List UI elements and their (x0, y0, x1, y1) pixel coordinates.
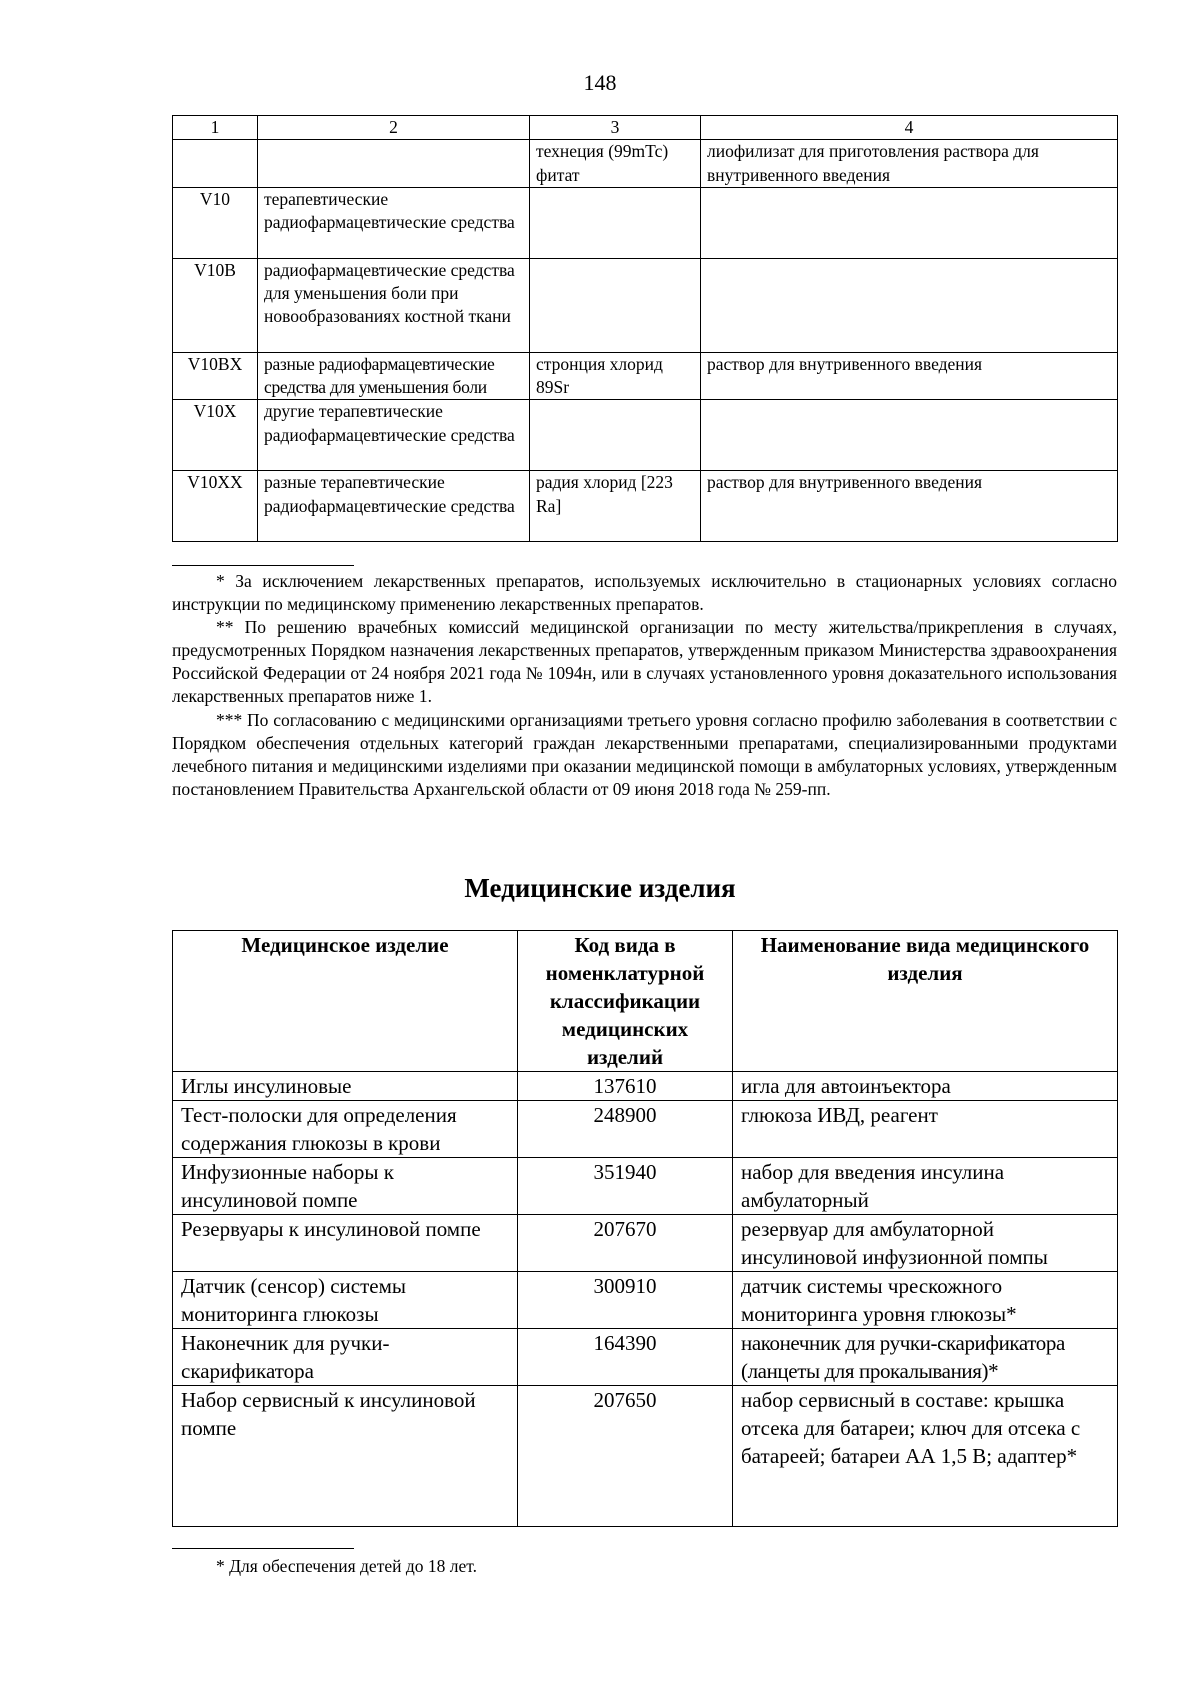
table-row (173, 1386, 1118, 1527)
group-name: терапевтические радиофармацевтические средства (258, 187, 530, 258)
device-kind: датчик системы чрескожного мониторинга уровня глюкозы* (733, 1272, 1118, 1329)
device-code: 207650 (518, 1386, 733, 1527)
group-name: разные терапевтические радиофармацевтические средства (258, 471, 530, 542)
table-row (173, 1072, 1118, 1101)
device-code: 207670 (518, 1215, 733, 1272)
device-code: 248900 (518, 1101, 733, 1158)
footnotes (172, 570, 1117, 801)
dosage-form: лиофилизат для приготовления раствора для внутривенного введения (701, 140, 1118, 188)
footnote-divider (172, 1548, 354, 1549)
group-name: разные радиофармацевтические средства для уменьшения боли (258, 352, 530, 400)
group-name: радиофармацевтические средства для уменьшения боли при новообразованиях костной ткани (258, 258, 530, 352)
atc-code: V10XX (173, 471, 258, 542)
table-row (173, 1215, 1118, 1272)
substance-name: радия хлорид [223 Ra] (530, 471, 701, 542)
column-header: Код вида в номенклатурной классификации медицинских изделий (518, 931, 733, 1072)
column-header: 4 (701, 116, 1118, 140)
device-kind: набор сервисный в составе: крышка отсека для батареи; ключ для отсека с батареей; батареи АА 1,5 В; адаптер* (733, 1386, 1118, 1527)
column-header: 1 (173, 116, 258, 140)
footnote: * Для обеспечения детей до 18 лет. (216, 1556, 477, 1576)
device-name: Резервуары к инсулиновой помпе (173, 1215, 518, 1272)
dosage-form: раствор для внутривенного введения (701, 352, 1118, 400)
substance-name (530, 400, 701, 471)
dosage-form: раствор для внутривенного введения (701, 471, 1118, 542)
device-kind: наконечник для ручки-скарификатора (ланцеты для прокалывания)* (733, 1329, 1118, 1386)
device-name: Инфузионные наборы к инсулиновой помпе (173, 1158, 518, 1215)
device-name: Датчик (сенсор) системы мониторинга глюкозы (173, 1272, 518, 1329)
dosage-form (701, 400, 1118, 471)
footnote: * За исключением лекарственных препаратов, используемых исключительно в стационарных условиях согласно инструкции по медицинскому применению лекарственных препаратов. (172, 571, 1117, 615)
table-row (173, 1101, 1118, 1158)
device-kind: игла для автоинъектора (733, 1072, 1118, 1101)
table-row (173, 140, 1118, 188)
atc-code: V10 (173, 187, 258, 258)
atc-code: V10BX (173, 352, 258, 400)
table-header-row (173, 931, 1118, 1072)
footnote-divider (172, 565, 354, 566)
device-name: Иглы инсулиновые (173, 1072, 518, 1101)
column-header: 2 (258, 116, 530, 140)
group-name (258, 140, 530, 188)
medical-devices-table (172, 930, 1118, 1527)
substance-name (530, 187, 701, 258)
footnote: *** По согласованию с медицинскими организациями третьего уровня согласно профилю заболевания в соответствии с Порядком обеспечения отдельных категорий граждан лекарственными препаратами, специализированными продуктами лечебного питания и медицинскими изделиями при оказании медицинской помощи в амбулаторных условиях, утвержденным постановлением Правительства Архангельской области от 09 июня 2018 года № 259-пп. (172, 709, 1117, 799)
device-name: Наконечник для ручки-скарификатора (173, 1329, 518, 1386)
table-row (173, 400, 1118, 471)
table-row (173, 1158, 1118, 1215)
device-code: 137610 (518, 1072, 733, 1101)
device-name: Набор сервисный к инсулиновой помпе (173, 1386, 518, 1527)
column-header: Наименование вида медицинского изделия (733, 931, 1118, 1072)
substance-name: технеция (99mTc) фитат (530, 140, 701, 188)
device-code: 300910 (518, 1272, 733, 1329)
section-title: Медицинские изделия (464, 873, 736, 903)
table-row (173, 352, 1118, 400)
table-header-row (173, 116, 1118, 140)
drug-table (172, 115, 1118, 542)
atc-code (173, 140, 258, 188)
table-row (173, 1272, 1118, 1329)
group-name: другие терапевтические радиофармацевтические средства (258, 400, 530, 471)
device-name: Тест-полоски для определения содержания глюкозы в крови (173, 1101, 518, 1158)
dosage-form (701, 187, 1118, 258)
column-header: 3 (530, 116, 701, 140)
substance-name (530, 258, 701, 352)
atc-code: V10B (173, 258, 258, 352)
device-kind: набор для введения инсулина амбулаторный (733, 1158, 1118, 1215)
dosage-form (701, 258, 1118, 352)
substance-name: стронция хлорид 89Sr (530, 352, 701, 400)
table-row (173, 258, 1118, 352)
table-row (173, 1329, 1118, 1386)
device-code: 351940 (518, 1158, 733, 1215)
column-header: Медицинское изделие (173, 931, 518, 1072)
table-row (173, 471, 1118, 542)
table-row (173, 187, 1118, 258)
footnote: ** По решению врачебных комиссий медицинской организации по месту жительства/прикрепления в случаях, предусмотренных Порядком назначения лекарственных препаратов, утвержденным приказом Министерства здравоохранения Российской Федерации от 24 ноября 2021 года № 1094н, или в случаях установленного уровня доказательного использования лекарственных препаратов ниже 1. (172, 617, 1117, 707)
atc-code: V10X (173, 400, 258, 471)
device-kind: резервуар для амбулаторной инсулиновой инфузионной помпы (733, 1215, 1118, 1272)
device-code: 164390 (518, 1329, 733, 1386)
page-number: 148 (583, 70, 617, 95)
device-kind: глюкоза ИВД, реагент (733, 1101, 1118, 1158)
